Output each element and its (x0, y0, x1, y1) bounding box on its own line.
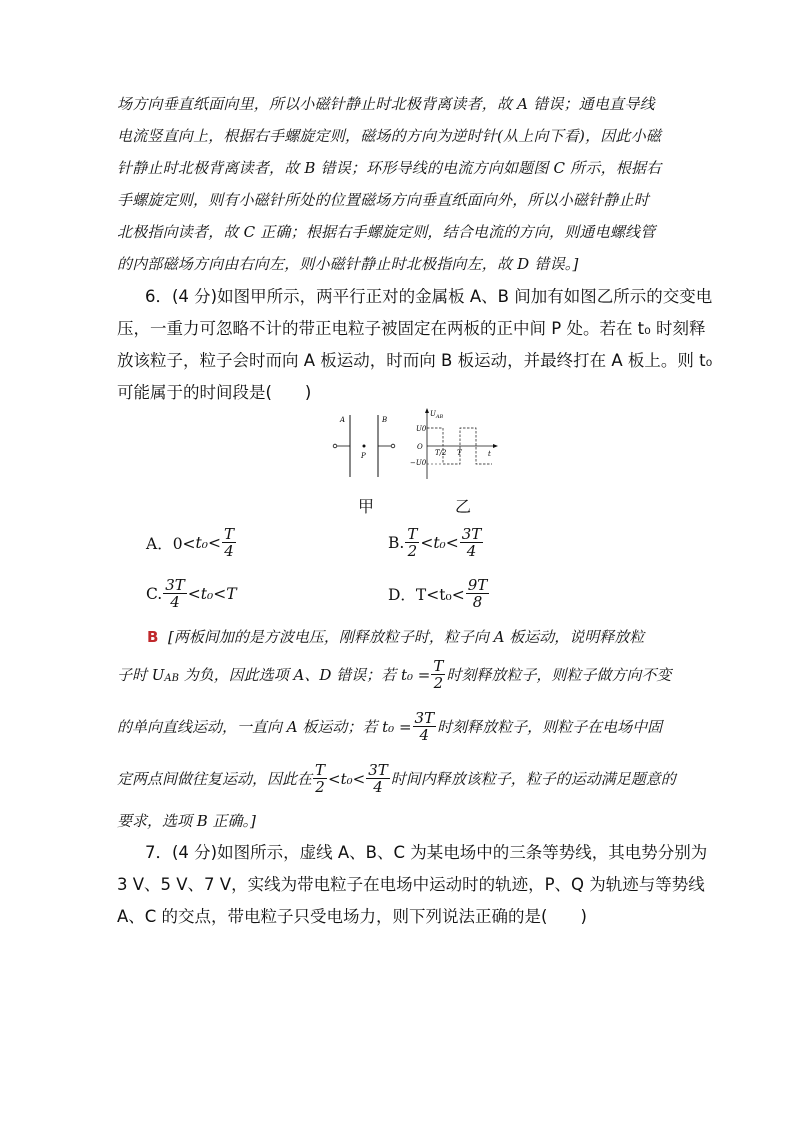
question-6-stem (145, 281, 713, 313)
answer-line-3: 的单向直线运动，一直向 A 板运动；若 t₀ = $\frac{3T}{4}$ 时刻释放粒子，则粒子在电场中固 (117, 709, 663, 744)
explanation-line: 电流竖直向上，根据右手螺旋定则，磁场的方向为逆时针(从上向下看)，因此小磁 (117, 127, 662, 145)
neg-u0-label: −U0 (410, 459, 427, 467)
point-p-dot (363, 445, 366, 448)
question-line: 3 V、5 V、7 V，实线为带电粒子在电场中运动时的轨迹，P、Q 为轨迹与等势线 (117, 875, 705, 894)
question-line: 压，一重力可忽略不计的带正电粒子被固定在两板的正中间 P 处。若在 t₀ 时刻释 (117, 319, 706, 338)
question-7-stem-cont (117, 869, 705, 933)
answer-line-2: 子时 U AB 为负，因此选项 A、D 错误；若 t₀ = $\frac{T}{2}$ 时刻释放粒子，则粒子做方向不变 (117, 657, 672, 692)
option-d-fraction: $\frac{9T}{8}$ (467, 576, 488, 611)
terminal-a-icon (333, 444, 337, 448)
option-c-fraction: $\frac{3T}{4}$ (165, 576, 185, 611)
answer-line-4: 定两点间做往复运动，因此在 $\frac{T}{2}$ <t₀< $\frac{3T}{4}$ 时间内释放该粒子，粒子的运动满足题意的 (117, 761, 676, 796)
answer-line-1 (147, 626, 644, 647)
option-c-rest: <t₀<T (187, 584, 237, 603)
origin-label: O (417, 443, 423, 451)
question-7-stem (145, 837, 708, 869)
figure-caption-right: 乙 (455, 497, 472, 516)
option-b-fraction-1: $\frac{T}{2}$ (407, 525, 418, 560)
question-line: 7．(4 分)如图所示，虚线 A、B、C 为某电场中的三条等势线，其电势分别为 (145, 843, 708, 862)
t-half-label: T/2 (435, 449, 447, 457)
answer-letter: B (147, 627, 159, 646)
answer-text: [两板间加的是方波电压，刚释放粒子时，粒子向 A 板运动，说明释放粒 (167, 628, 645, 646)
option-a-var: t₀ (195, 533, 208, 552)
t-axis-label: t (488, 450, 491, 458)
explanation-line: 北极指向读者，故 C 正确；根据右手螺旋定则，结合电流的方向，则通电螺线管 (117, 223, 656, 241)
option-c[interactable] (146, 577, 237, 610)
option-b-label: B. (388, 533, 405, 552)
question-line: 放该粒子，粒子会时而向 A 板运动，时而向 B 板运动，并最终打在 A 板上。则 t₀ (117, 351, 713, 370)
option-a-lt: < (208, 533, 221, 552)
explanation-line: 场方向垂直纸面向里，所以小磁针静止时北极背离读者，故 A 错误；通电直导线 (117, 95, 655, 113)
plate-a-label: A (340, 416, 346, 424)
option-a[interactable] (146, 526, 237, 559)
question-line: 可能属于的时间段是( ) (117, 383, 312, 402)
option-d[interactable] (388, 577, 490, 610)
u-axis-label: $U_{AB}$ (430, 410, 444, 420)
explanation-line: 针静止时北极背离读者，故 B 错误；环形导线的电流方向如题图 C 所示，根据右 (117, 159, 662, 177)
option-b[interactable] (388, 526, 484, 559)
t-full-label: T (457, 449, 462, 457)
u0-label: U0 (416, 425, 427, 433)
figure-caption-left: 甲 (358, 497, 375, 516)
question-line: 6．(4 分)如图甲所示，两平行正对的金属板 A、B 间加有如图乙所示的交变电 (145, 287, 713, 306)
option-a-fraction: $\frac{T}{4}$ (224, 525, 235, 560)
option-d-label: D．T<t₀< (388, 585, 465, 604)
plate-b-label: B (382, 416, 388, 424)
explanation-line: 手螺旋定则，则有小磁针所处的位置磁场方向垂直纸面向外，所以小磁针静止时 (117, 191, 650, 209)
terminal-b-icon (391, 444, 395, 448)
question-6-stem-cont (117, 313, 713, 409)
option-b-fraction-2: $\frac{3T}{4}$ (461, 525, 482, 560)
option-a-label: A．0< (146, 534, 196, 553)
previous-explanation (117, 88, 682, 280)
explanation-line: 的内部磁场方向由右向左，则小磁针静止时北极指向左，故 D 错误。] (117, 255, 579, 273)
option-c-label: C. (146, 584, 163, 603)
question-line: A、C 的交点，带电粒子只受电场力，则下列说法正确的是( ) (117, 907, 587, 926)
option-b-mid: <t₀< (420, 533, 459, 552)
answer-line-5: 要求，选项 B 正确。] (117, 812, 256, 830)
question-6-figure (330, 405, 505, 485)
point-p-label: P (361, 452, 366, 460)
